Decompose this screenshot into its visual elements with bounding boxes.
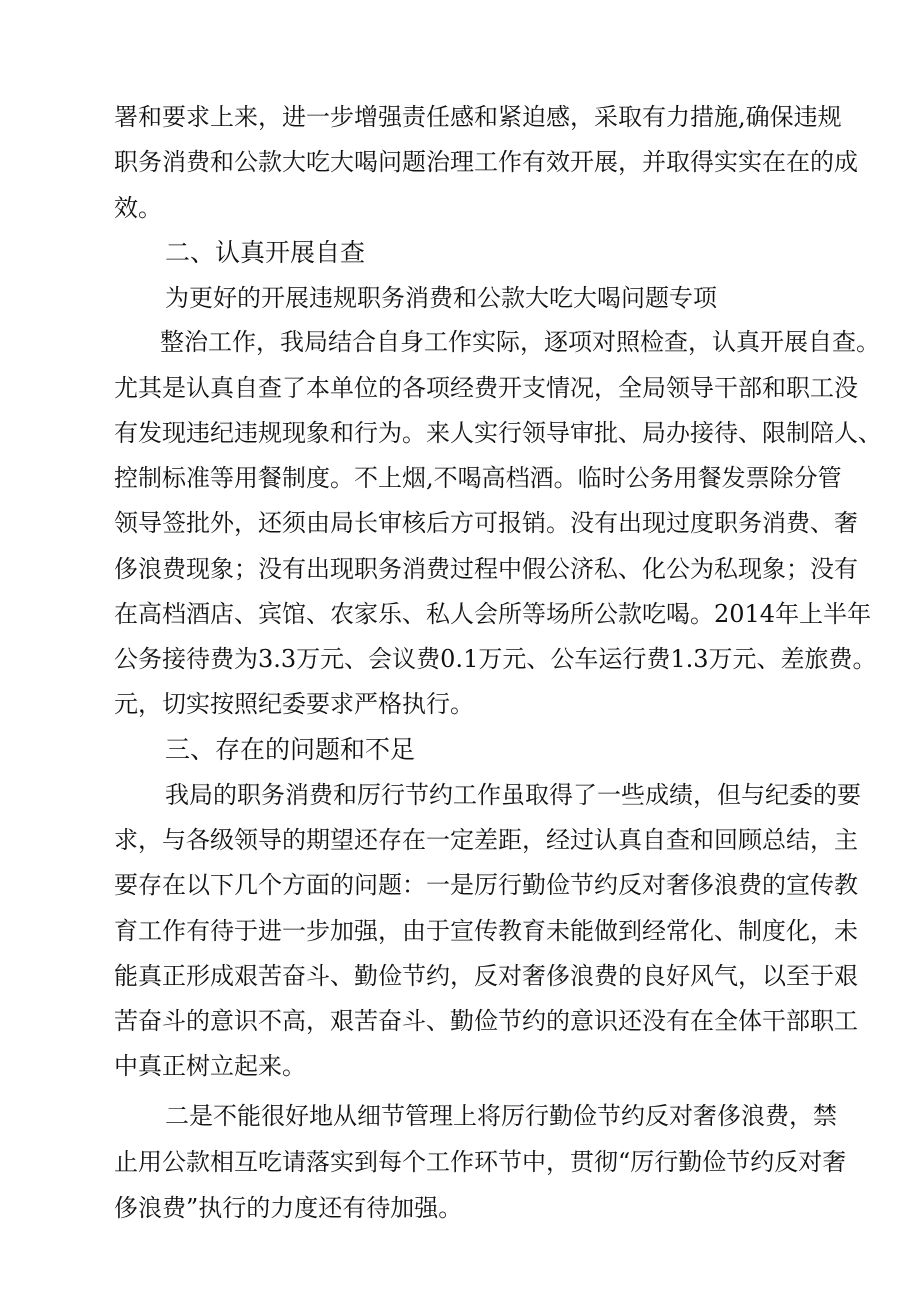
section-heading: 二、认真开展自查 — [165, 238, 366, 267]
paragraph-line: 整治工作，我局结合自身工作实际，逐项对照检查，认真开展自查。 — [160, 328, 880, 356]
paragraph-line: 能真正形成艰苦奋斗、勤俭节约，反对奢侈浪费的良好风气，以至于艰 — [114, 962, 858, 990]
paragraph-line: 侈浪费现象；没有出现职务消费过程中假公济私、化公为私现象；没有 — [114, 555, 858, 583]
paragraph-line: 署和要求上来，进一步增强责任感和紧迫感，采取有力措施,确保违规 — [114, 103, 842, 131]
paragraph-line: 控制标准等用餐制度。不上烟,不喝高档酒。临时公务用餐发票除分管 — [114, 464, 842, 492]
paragraph-line: 求，与各级领导的期望还存在一定差距，经过认真自查和回顾总结，主 — [114, 826, 858, 854]
paragraph-line: 领导签批外，还须由局长审核后方可报销。没有出现过度职务消费、奢 — [114, 509, 858, 537]
paragraph-line: 苦奋斗的意识不高，艰苦奋斗、勤俭节约的意识还没有在全体干部职工 — [114, 1007, 858, 1035]
paragraph-line: 效。 — [114, 194, 162, 222]
paragraph-line: 育工作有待于进一步加强，由于宣传教育未能做到经常化、制度化，未 — [114, 917, 858, 945]
paragraph-line: 尤其是认真自查了本单位的各项经费开支情况，全局领导干部和职工没 — [114, 374, 858, 402]
paragraph-line: 我局的职务消费和厉行节约工作虽取得了一些成绩，但与纪委的要 — [165, 781, 861, 809]
section-heading: 三、存在的问题和不足 — [165, 735, 416, 764]
paragraph-line: 公务接待费为3.3万元、会议费0.1万元、公车运行费1.3万元、差旅费。 — [114, 645, 877, 673]
paragraph-line: 二是不能很好地从细节管理上将厉行勤俭节约反对奢侈浪费，禁 — [165, 1102, 837, 1130]
paragraph-line: 职务消费和公款大吃大喝问题治理工作有效开展，并取得实实在在的成 — [114, 148, 858, 176]
paragraph-line: 要存在以下几个方面的问题：一是厉行勤俭节约反对奢侈浪费的宣传教 — [114, 871, 858, 899]
paragraph-line: 止用公款相互吃请落实到每个工作环节中，贯彻“厉行勤俭节约反对奢 — [114, 1148, 847, 1176]
paragraph-line: 侈浪费”执行的力度还有待加强。 — [114, 1194, 463, 1222]
paragraph-line: 为更好的开展违规职务消费和公款大吃大喝问题专项 — [165, 284, 717, 312]
paragraph-line: 有发现违纪违规现象和行为。来人实行领导审批、局办接待、限制陪人、 — [114, 419, 882, 447]
paragraph-line: 在高档酒店、宾馆、农家乐、私人会所等场所公款吃喝。2014年上半年 — [114, 600, 872, 628]
paragraph-line: 中真正树立起来。 — [114, 1052, 306, 1080]
paragraph-line: 元，切实按照纪委要求严格执行。 — [114, 690, 474, 718]
